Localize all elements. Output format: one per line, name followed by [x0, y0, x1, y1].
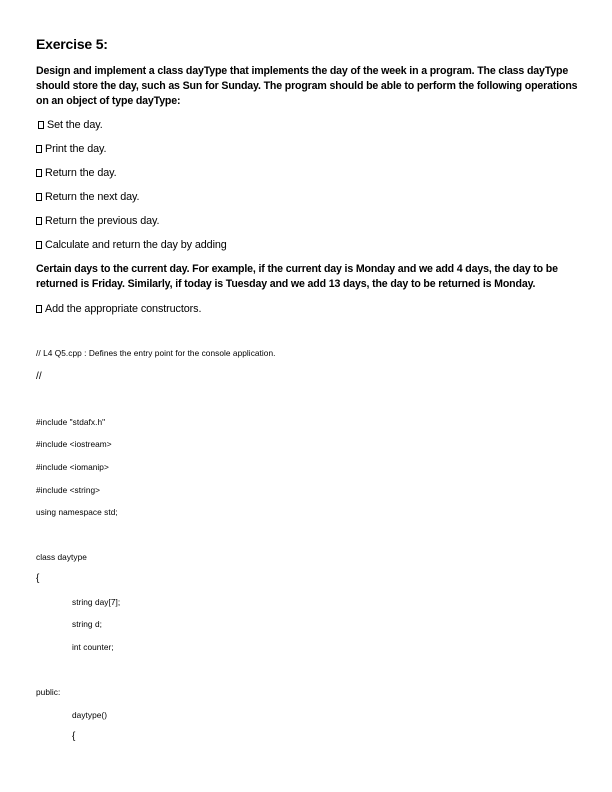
- code-include-stdafx: #include "stdafx.h": [36, 417, 106, 427]
- bullet-calculate-day: [36, 239, 227, 251]
- bullet-return-previous-day: [36, 215, 159, 227]
- bullet-text: Add the appropriate constructors.: [45, 303, 202, 315]
- bullet-constructors: [36, 303, 201, 315]
- code-comment-slashes: //: [36, 371, 42, 382]
- bullet-print-day: [36, 143, 106, 155]
- bullet-return-day: [36, 167, 117, 179]
- code-open-brace: {: [36, 573, 40, 584]
- code-include-iomanip: #include <iomanip>: [36, 462, 109, 472]
- bullet-text: Print the day.: [45, 143, 107, 155]
- code-comment-line: // L4 Q5.cpp : Defines the entry point for the console application.: [36, 348, 276, 358]
- missing-glyph-icon: [36, 305, 42, 313]
- missing-glyph-icon: [36, 241, 42, 249]
- code-include-string: #include <string>: [36, 485, 101, 495]
- exercise-intro: Design and implement a class dayType that implements the day of the week in a program. The class dayType should store the day, such as Sun for Sunday. The program should be able to perform the following operations on an object of type dayType:: [36, 65, 578, 107]
- code-ctor-decl: daytype(): [72, 710, 108, 720]
- missing-glyph-icon: [38, 121, 44, 129]
- missing-glyph-icon: [36, 193, 42, 201]
- code-member-d: string d;: [72, 619, 102, 629]
- missing-glyph-icon: [36, 169, 42, 177]
- bullet-text: Return the previous day.: [45, 215, 160, 227]
- code-member-day: string day[7];: [72, 597, 121, 607]
- bullet-text: Calculate and return the day by adding: [45, 239, 227, 251]
- code-public-label: public:: [36, 687, 61, 697]
- bullet-set-day: [36, 119, 103, 131]
- code-ctor-open-brace: {: [72, 731, 76, 742]
- exercise-title: Exercise 5:: [36, 36, 108, 52]
- bullet-return-next-day: [36, 191, 139, 203]
- code-using-namespace: using namespace std;: [36, 507, 118, 517]
- certain-days-paragraph: Certain days to the current day. For example, if the current day is Monday and we add 4 days, the day to be returned is Friday. Similarly, if today is Tuesday and we add 13 days, the day to be returned is Monday.: [36, 263, 558, 290]
- bullet-text: Return the next day.: [45, 191, 140, 203]
- code-class-decl: class daytype: [36, 552, 87, 562]
- bullet-text: Return the day.: [45, 167, 117, 179]
- missing-glyph-icon: [36, 145, 42, 153]
- bullet-text: Set the day.: [47, 119, 103, 131]
- missing-glyph-icon: [36, 217, 42, 225]
- code-include-iostream: #include <iostream>: [36, 439, 112, 449]
- code-member-counter: int counter;: [72, 642, 114, 652]
